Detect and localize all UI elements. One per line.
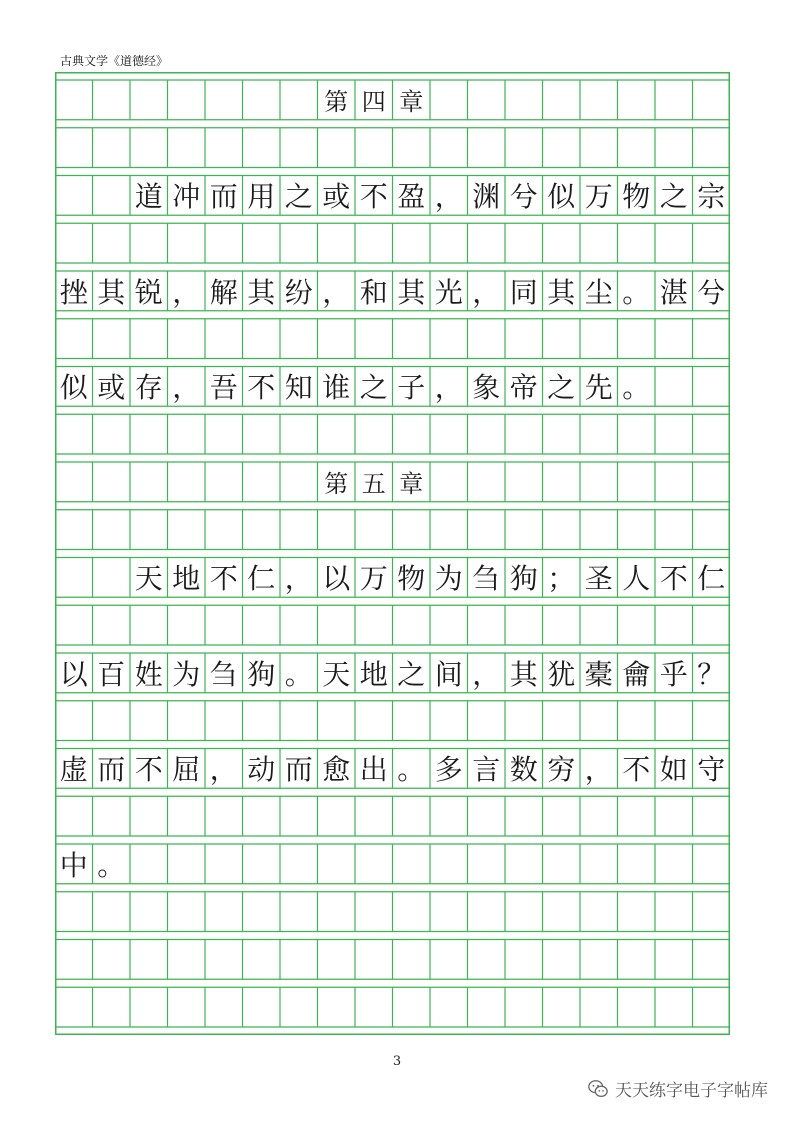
text-char: 物	[622, 180, 651, 214]
text-char: 。	[97, 848, 126, 882]
text-char: 锐	[134, 275, 163, 309]
text-char: 解	[209, 275, 238, 309]
document-header: 古典文学《道德经》	[60, 54, 169, 68]
text-char: 帝	[509, 371, 538, 405]
text-char: ，	[472, 657, 501, 691]
text-char: 如	[659, 753, 688, 787]
text-char: 动	[247, 753, 276, 787]
text-char: 纷	[284, 275, 313, 309]
text-char: 不	[209, 562, 238, 596]
page-number: 3	[392, 1054, 402, 1069]
text-char: 不	[134, 753, 163, 787]
chapter-title-char: 四	[361, 88, 386, 117]
text-char: 地	[172, 562, 201, 596]
text-char: ，	[172, 371, 201, 405]
text-char: 以	[59, 657, 88, 691]
text-char: 或	[322, 180, 351, 214]
text-char: 愈	[322, 753, 351, 787]
text-char: 仁	[697, 562, 726, 596]
text-char: 兮	[697, 275, 726, 309]
text-char: 或	[97, 371, 126, 405]
text-char: 橐	[584, 657, 613, 691]
text-char: 百	[97, 657, 126, 691]
text-char: 。	[622, 371, 651, 405]
text-char: 冲	[172, 180, 201, 214]
chapter-title-char: 章	[399, 470, 424, 499]
text-char: 之	[659, 180, 688, 214]
text-char: 刍	[472, 562, 501, 596]
text-char: 其	[397, 275, 426, 309]
text-char: 万	[359, 562, 388, 596]
text-char: ，	[434, 371, 463, 405]
grid-lines	[55, 72, 730, 1035]
text-char: ，	[434, 180, 463, 214]
text-char: 多	[434, 753, 463, 787]
text-char: 而	[209, 180, 238, 214]
text-char: 人	[622, 562, 651, 596]
text-char: 天	[134, 562, 163, 596]
text-char: 屈	[172, 753, 201, 787]
text-char: 仁	[247, 562, 276, 596]
text-char: 数	[509, 753, 538, 787]
text-char: 出	[359, 753, 388, 787]
text-char: ，	[322, 275, 351, 309]
text-char: ？	[697, 657, 726, 691]
text-char: 狗	[509, 562, 538, 596]
text-char: ，	[284, 562, 313, 596]
text-char: 其	[547, 275, 576, 309]
text-char	[93, 558, 131, 598]
text-char: 其	[509, 657, 538, 691]
text-char: 天	[322, 657, 351, 691]
chapter-title-char: 章	[399, 88, 424, 117]
text-char: ，	[172, 275, 201, 309]
text-char: ，	[209, 753, 238, 787]
text-char: 圣	[584, 562, 613, 596]
text-char: 道	[134, 180, 163, 214]
text-char: 为	[172, 657, 201, 691]
watermark	[587, 1076, 768, 1101]
text-char: 。	[397, 753, 426, 787]
text-char	[55, 558, 93, 598]
text-char: 。	[284, 657, 313, 691]
text-char: 渊	[472, 180, 501, 214]
text-char: 子	[397, 371, 426, 405]
watermark-text: 天天练字电子字帖库	[615, 1081, 768, 1101]
text-char: 间	[434, 657, 463, 691]
text-char: 不	[622, 753, 651, 787]
text-char: 姓	[134, 657, 163, 691]
text-char: 龠	[622, 657, 651, 691]
text-char: ，	[472, 275, 501, 309]
text-char: 盈	[397, 180, 426, 214]
text-char: 刍	[209, 657, 238, 691]
text-char: 吾	[209, 371, 238, 405]
chapter-title-char: 第	[324, 88, 349, 117]
text-char: 知	[284, 371, 313, 405]
text-char: 象	[472, 371, 501, 405]
text-char: 不	[359, 180, 388, 214]
text-char: 同	[509, 275, 538, 309]
text-char: 湛	[659, 275, 688, 309]
text-char: 之	[284, 180, 313, 214]
text-char: 。	[622, 275, 651, 309]
text-char: 守	[697, 753, 726, 787]
text-char: 之	[547, 371, 576, 405]
text-char: 其	[247, 275, 276, 309]
text-char: 和	[359, 275, 388, 309]
text-char: 宗	[697, 180, 726, 214]
text-char: 其	[97, 275, 126, 309]
text-char: 尘	[584, 275, 613, 309]
text-char: 存	[134, 371, 163, 405]
text-char	[55, 176, 93, 216]
text-char: 穷	[547, 753, 576, 787]
text-char: 似	[59, 371, 88, 405]
text-char: 光	[434, 275, 463, 309]
text-char: 而	[97, 753, 126, 787]
text-char: 之	[359, 371, 388, 405]
text-char: 不	[247, 371, 276, 405]
text-char: 而	[284, 753, 313, 787]
text-char: 中	[59, 848, 88, 882]
text-char: 乎	[659, 657, 688, 691]
text-char: 为	[434, 562, 463, 596]
text-char: 用	[247, 180, 276, 214]
text-char: ，	[584, 753, 613, 787]
text-char: 狗	[247, 657, 276, 691]
chapter-title-char: 五	[361, 470, 386, 499]
text-char	[93, 176, 131, 216]
text-char: 之	[397, 657, 426, 691]
text-char: 物	[397, 562, 426, 596]
text-char: ；	[547, 562, 576, 596]
text-char: 谁	[322, 371, 351, 405]
chapter-title-char: 第	[324, 470, 349, 499]
text-char: 言	[472, 753, 501, 787]
text-char: 不	[659, 562, 688, 596]
text-char: 似	[547, 180, 576, 214]
text-char: 先	[584, 371, 613, 405]
text-char: 地	[359, 657, 388, 691]
text-char: 挫	[59, 275, 88, 309]
text-char: 兮	[509, 180, 538, 214]
text-char: 犹	[547, 657, 576, 691]
practice-grid	[55, 72, 730, 1035]
wechat-icon	[587, 1078, 609, 1100]
text-char: 虚	[59, 753, 88, 787]
text-char: 以	[322, 562, 351, 596]
grid-border	[56, 73, 730, 1035]
text-char: 万	[584, 180, 613, 214]
